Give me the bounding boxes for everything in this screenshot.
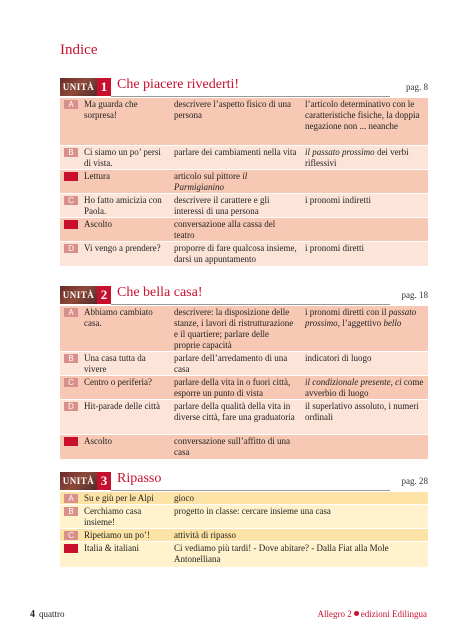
communication-goal: descrivere il carattere e gli interessi di una persona: [174, 195, 270, 216]
page-footer-right: [318, 609, 427, 619]
table-row: [60, 435, 428, 460]
activity-description: gioco: [174, 493, 194, 503]
section-tag: [64, 437, 78, 446]
activity-description: Ci vediamo più tardi! - Dove abitare? - Dalla Fiat alla Mole Antonelliana: [174, 543, 389, 564]
table-row: [60, 242, 428, 267]
grammar-topic: l’articolo determinativo con le caratteristiche fisiche, la doppia negazione non ... neanche: [305, 99, 420, 131]
unit-1-page[interactable]: pag. 8: [406, 82, 428, 92]
section-tag: [64, 544, 78, 553]
lesson-title: Centro o periferia?: [84, 377, 152, 387]
unit-1-header: [60, 76, 428, 98]
communication-goal: parlare dei cambiamenti nella vita: [174, 147, 297, 157]
table-row: [60, 146, 428, 170]
grammar-topic: i pronomi diretti con il passato prossimo, l’aggettivo bello: [305, 307, 417, 328]
page-footer-left: [30, 609, 65, 620]
grammar-topic: il condizionale presente, ci come avverbio di luogo: [305, 377, 424, 398]
unit-divider: [111, 490, 390, 491]
communication-goal: proporre di fare qualcosa insieme, darsi un appuntamento: [174, 243, 297, 264]
section-tag: C: [64, 196, 78, 205]
lesson-title: Ma guarda che sorpresa!: [84, 99, 138, 120]
section-tag: [64, 220, 78, 229]
table-row: [60, 170, 428, 194]
table-row: [60, 218, 428, 242]
table-row: [60, 98, 428, 146]
unit-2-badge: [60, 286, 111, 304]
table-row: [60, 400, 428, 435]
unit-2-title[interactable]: Che bella casa!: [117, 285, 203, 300]
bullet-dot-icon: [354, 611, 359, 616]
table-row: [60, 492, 428, 505]
communication-goal: parlare dell’arredamento di una casa: [174, 353, 288, 374]
unit-number: 3: [97, 472, 111, 490]
lesson-title: Ho fatto amicizia con Paola.: [84, 195, 162, 216]
section-tag: B: [64, 148, 78, 157]
unit-3-badge: [60, 472, 111, 490]
book-title: Allegro 2: [317, 609, 352, 619]
unit-1-section: [60, 76, 428, 267]
table-row: [60, 542, 428, 568]
lesson-title: Ci siamo un po’ persi di vista.: [84, 147, 161, 168]
unit-label: UNITÀ: [60, 78, 97, 96]
unit-2-table: [60, 306, 428, 460]
communication-goal: descrivere l’aspetto fisico di una persona: [174, 99, 291, 120]
communication-goal: descrivere: la disposizione delle stanze, i lavori di ristrutturazione e il quartiere; parlare delle proprie capacità: [174, 307, 294, 350]
section-tag: A: [64, 100, 78, 109]
unit-2-header: [60, 284, 428, 306]
grammar-topic: i pronomi diretti: [305, 243, 364, 253]
activity-description: attività di ripasso: [174, 530, 236, 540]
unit-2-section: [60, 284, 428, 460]
publisher-name: edizioni Edilingua: [360, 609, 427, 619]
grammar-topic: il passato prossimo dei verbi riflessivi: [305, 147, 409, 168]
table-row: [60, 306, 428, 352]
section-tag: A: [64, 494, 78, 503]
grammar-topic: il superlativo assoluto, i numeri ordinali: [305, 401, 419, 422]
communication-goal: conversazione sull’affitto di una casa: [174, 436, 291, 457]
unit-3-section: [60, 470, 428, 568]
unit-1-badge: [60, 78, 111, 96]
grammar-topic: i pronomi indiretti: [305, 195, 371, 205]
page-number-word: quattro: [39, 609, 65, 619]
unit-label: UNITÀ: [60, 472, 97, 490]
grammar-topic: [300, 218, 428, 241]
table-row: [60, 376, 428, 400]
section-tag: B: [64, 507, 78, 516]
grammar-topic: indicatori di luogo: [305, 353, 372, 363]
table-row: [60, 505, 428, 529]
table-row: [60, 529, 428, 542]
lesson-title: Vi vengo a prendere?: [84, 243, 161, 253]
lesson-title: Hit-parade delle città: [84, 401, 160, 411]
lesson-title: Lettura: [84, 171, 110, 181]
index-title: Indice: [60, 42, 98, 58]
unit-1-table: [60, 98, 428, 267]
unit-label: UNITÀ: [60, 286, 97, 304]
section-tag: [64, 172, 78, 181]
section-tag: A: [64, 308, 78, 317]
section-tag: C: [64, 378, 78, 387]
unit-3-title[interactable]: Ripasso: [117, 471, 162, 486]
grammar-topic: [300, 435, 428, 459]
unit-2-page[interactable]: pag. 18: [401, 290, 428, 300]
lesson-title: Ascolto: [84, 436, 112, 446]
lesson-title: Abbiamo cambiato casa.: [84, 307, 153, 328]
lesson-title: Una casa tutta da vivere: [84, 353, 146, 374]
page-number: 4: [30, 609, 35, 620]
unit-divider: [111, 96, 390, 97]
table-row: [60, 352, 428, 376]
unit-number: 2: [97, 286, 111, 304]
lesson-title: Cerchiamo casa insieme!: [84, 506, 142, 527]
unit-3-header: [60, 470, 428, 492]
unit-number: 1: [97, 78, 111, 96]
section-tag: B: [64, 354, 78, 363]
section-tag: D: [64, 244, 78, 253]
unit-divider: [111, 304, 390, 305]
activity-description: progetto in classe: cercare insieme una casa: [174, 506, 331, 516]
communication-goal: articolo sul pittore il Parmigianino: [174, 171, 248, 192]
lesson-title: Su e giù per le Alpi: [84, 493, 154, 503]
section-tag: D: [64, 402, 78, 411]
unit-3-page[interactable]: pag. 28: [401, 476, 428, 486]
lesson-title: Ascolto: [84, 219, 112, 229]
communication-goal: parlare della qualità della vita in diverse città, fare una graduatoria: [174, 401, 295, 422]
communication-goal: conversazione alla cassa del teatro: [174, 219, 276, 240]
unit-1-title[interactable]: Che piacere rivederti!: [117, 77, 240, 92]
lesson-title: Italia & italiani: [84, 543, 139, 553]
lesson-title: Ripetiamo un po’!: [84, 530, 150, 540]
table-row: [60, 194, 428, 218]
section-tag: C: [64, 531, 78, 540]
communication-goal: parlare della vita in o fuori città, esporre un punto di vista: [174, 377, 291, 398]
unit-3-table: [60, 492, 428, 568]
grammar-topic: [300, 170, 428, 193]
